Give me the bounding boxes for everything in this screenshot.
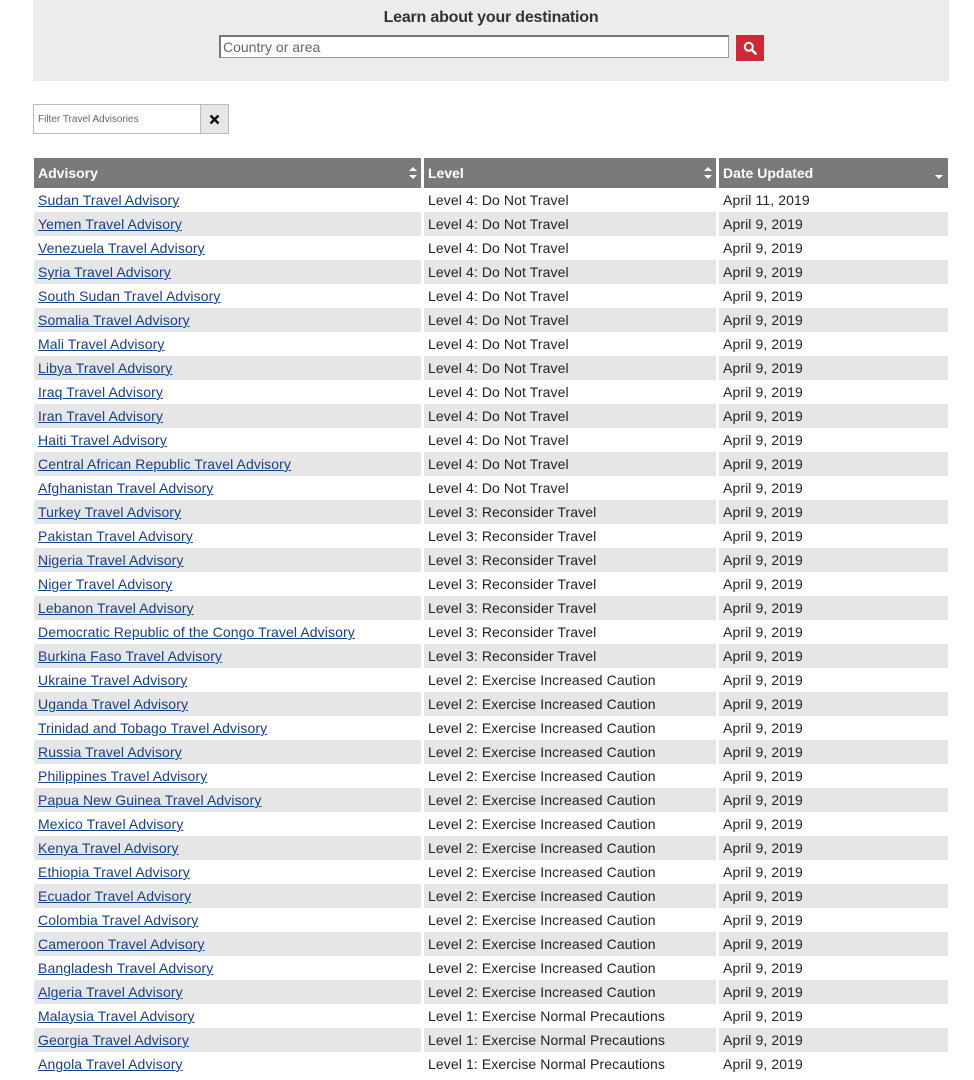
table-row: [34, 956, 948, 980]
level-cell: Level 2: Exercise Increased Caution: [424, 980, 719, 1004]
advisory-link[interactable]: Malaysia Travel Advisory: [38, 1008, 195, 1024]
table-row: [34, 332, 948, 356]
advisory-link[interactable]: Papua New Guinea Travel Advisory: [38, 792, 262, 808]
date-updated-cell: April 9, 2019: [719, 692, 948, 716]
advisory-link[interactable]: Trinidad and Tobago Travel Advisory: [38, 720, 268, 736]
advisory-link[interactable]: Haiti Travel Advisory: [38, 432, 167, 448]
level-cell: Level 1: Exercise Normal Precautions: [424, 1052, 719, 1076]
advisory-cell: [34, 524, 424, 548]
advisory-link[interactable]: Burkina Faso Travel Advisory: [38, 648, 223, 664]
date-updated-cell: April 9, 2019: [723, 288, 803, 304]
column-header-level[interactable]: [424, 158, 719, 188]
level-cell: Level 4: Do Not Travel: [424, 284, 719, 308]
table-row: [34, 308, 948, 332]
table-row: [34, 284, 948, 308]
date-updated-cell: April 9, 2019: [723, 384, 803, 400]
date-updated-cell: April 9, 2019: [723, 432, 803, 448]
date-updated-cell: April 9, 2019: [723, 1008, 803, 1024]
advisory-cell: [34, 932, 424, 956]
advisory-cell: [34, 836, 424, 860]
advisory-cell: [34, 548, 424, 572]
table-row: [34, 236, 948, 260]
column-header-date-updated[interactable]: [719, 158, 948, 188]
advisory-link[interactable]: Bangladesh Travel Advisory: [38, 960, 214, 976]
column-header-label: Date Updated: [723, 165, 814, 181]
column-header-label: Advisory: [38, 165, 98, 181]
advisory-link[interactable]: Nigeria Travel Advisory: [38, 552, 184, 568]
level-cell: Level 2: Exercise Increased Caution: [424, 932, 719, 956]
table-row: [34, 452, 948, 476]
clear-filter-button[interactable]: [200, 105, 228, 133]
advisory-cell: [34, 956, 424, 980]
advisory-link[interactable]: Somalia Travel Advisory: [38, 312, 190, 328]
level-cell: Level 3: Reconsider Travel: [424, 524, 719, 548]
table-row: [34, 380, 948, 404]
date-updated-cell: April 9, 2019: [719, 980, 948, 1004]
date-updated-cell: April 9, 2019: [723, 624, 803, 640]
date-updated-cell: April 9, 2019: [719, 500, 948, 524]
date-updated-cell: April 9, 2019: [719, 740, 948, 764]
level-cell: Level 4: Do Not Travel: [424, 260, 719, 284]
advisory-link[interactable]: Georgia Travel Advisory: [38, 1032, 189, 1048]
date-updated-cell: April 9, 2019: [719, 260, 948, 284]
advisory-link[interactable]: Cameroon Travel Advisory: [38, 936, 205, 952]
column-header-label: Level: [428, 165, 464, 181]
level-cell: Level 2: Exercise Increased Caution: [424, 764, 719, 788]
advisory-cell: [34, 860, 424, 884]
date-updated-cell: April 9, 2019: [723, 720, 803, 736]
advisories-table: [34, 158, 948, 1076]
advisory-link[interactable]: Democratic Republic of the Congo Travel Advisory: [38, 624, 355, 640]
date-updated-cell: April 9, 2019: [723, 576, 803, 592]
advisory-cell: [34, 572, 424, 596]
level-cell: Level 3: Reconsider Travel: [424, 548, 719, 572]
advisory-cell: [34, 212, 424, 236]
advisory-cell: [34, 500, 424, 524]
advisory-link[interactable]: Venezuela Travel Advisory: [38, 240, 205, 256]
advisory-cell: [34, 356, 424, 380]
advisory-cell: [34, 644, 424, 668]
date-updated-cell: April 9, 2019: [719, 884, 948, 908]
advisory-link[interactable]: Philippines Travel Advisory: [38, 768, 208, 784]
level-cell: Level 4: Do Not Travel: [424, 356, 719, 380]
level-cell: Level 4: Do Not Travel: [424, 476, 719, 500]
level-cell: Level 2: Exercise Increased Caution: [424, 692, 719, 716]
sort-icon: [408, 165, 418, 181]
date-updated-cell: April 9, 2019: [723, 1056, 803, 1072]
advisory-link[interactable]: Algeria Travel Advisory: [38, 984, 183, 1000]
level-cell: Level 2: Exercise Increased Caution: [424, 812, 719, 836]
advisory-link[interactable]: Syria Travel Advisory: [38, 264, 171, 280]
date-updated-cell: April 9, 2019: [719, 212, 948, 236]
filter-box: [33, 104, 229, 134]
advisory-cell: [34, 260, 424, 284]
advisory-link[interactable]: Pakistan Travel Advisory: [38, 528, 193, 544]
advisory-cell: [34, 692, 424, 716]
advisory-cell: [34, 428, 424, 452]
date-updated-cell: April 9, 2019: [719, 452, 948, 476]
level-cell: Level 3: Reconsider Travel: [424, 596, 719, 620]
advisory-link[interactable]: Yemen Travel Advisory: [38, 216, 182, 232]
level-cell: Level 2: Exercise Increased Caution: [424, 908, 719, 932]
destination-search-input[interactable]: [219, 35, 729, 58]
table-row: [34, 596, 948, 620]
advisory-link[interactable]: Turkey Travel Advisory: [38, 504, 182, 520]
level-cell: Level 4: Do Not Travel: [424, 212, 719, 236]
level-cell: Level 4: Do Not Travel: [424, 380, 719, 404]
level-cell: Level 2: Exercise Increased Caution: [424, 716, 719, 740]
date-updated-cell: April 9, 2019: [723, 240, 803, 256]
advisory-cell: [34, 596, 424, 620]
advisory-link[interactable]: Kenya Travel Advisory: [38, 840, 179, 856]
date-updated-cell: April 9, 2019: [723, 336, 803, 352]
level-cell: Level 3: Reconsider Travel: [424, 644, 719, 668]
advisory-link[interactable]: Ukraine Travel Advisory: [38, 672, 188, 688]
advisory-link[interactable]: Russia Travel Advisory: [38, 744, 182, 760]
advisory-cell: [34, 788, 424, 812]
advisory-link[interactable]: Sudan Travel Advisory: [38, 192, 180, 208]
date-updated-cell: April 9, 2019: [719, 836, 948, 860]
table-row: [34, 764, 948, 788]
date-updated-cell: April 9, 2019: [719, 356, 948, 380]
date-updated-cell: April 9, 2019: [723, 960, 803, 976]
advisory-cell: [34, 740, 424, 764]
sort-icon: [703, 165, 713, 181]
date-updated-cell: April 9, 2019: [719, 788, 948, 812]
table-row: [34, 524, 948, 548]
table-row: [34, 548, 948, 572]
advisory-cell: [34, 284, 424, 308]
table-row: [34, 716, 948, 740]
table-row: [34, 668, 948, 692]
date-updated-cell: April 11, 2019: [723, 192, 810, 208]
level-cell: Level 4: Do Not Travel: [424, 332, 719, 356]
level-cell: Level 2: Exercise Increased Caution: [424, 884, 719, 908]
advisory-link[interactable]: Angola Travel Advisory: [38, 1056, 183, 1072]
table-row: [34, 740, 948, 764]
advisory-link[interactable]: Mali Travel Advisory: [38, 336, 165, 352]
level-cell: Level 2: Exercise Increased Caution: [424, 740, 719, 764]
date-updated-cell: April 9, 2019: [719, 1028, 948, 1052]
table-row: [34, 404, 948, 428]
table-row: [34, 620, 948, 644]
level-cell: Level 4: Do Not Travel: [424, 308, 719, 332]
advisory-cell: [34, 884, 424, 908]
advisory-cell: [34, 308, 424, 332]
column-header-advisory[interactable]: [34, 158, 424, 188]
table-row: [34, 212, 948, 236]
advisory-cell: [34, 452, 424, 476]
advisory-link[interactable]: Libya Travel Advisory: [38, 360, 173, 376]
advisory-cell: [34, 404, 424, 428]
table-row: [34, 836, 948, 860]
advisory-cell: [34, 716, 424, 740]
level-cell: Level 2: Exercise Increased Caution: [424, 836, 719, 860]
table-row: [34, 356, 948, 380]
advisory-link[interactable]: Uganda Travel Advisory: [38, 696, 189, 712]
close-icon: [209, 114, 220, 125]
date-updated-cell: April 9, 2019: [719, 596, 948, 620]
filter-advisories-input[interactable]: [34, 105, 200, 133]
level-cell: Level 3: Reconsider Travel: [424, 572, 719, 596]
table-row: [34, 572, 948, 596]
destination-title: Learn about your destination: [383, 9, 599, 26]
table-row: [34, 1028, 948, 1052]
advisory-cell: [34, 812, 424, 836]
table-row: [34, 860, 948, 884]
level-cell: Level 4: Do Not Travel: [424, 188, 719, 212]
level-cell: Level 4: Do Not Travel: [424, 404, 719, 428]
search-icon: [743, 41, 757, 55]
date-updated-cell: April 9, 2019: [719, 404, 948, 428]
table-row: [34, 644, 948, 668]
advisory-link[interactable]: Iraq Travel Advisory: [38, 384, 163, 400]
date-updated-cell: April 9, 2019: [719, 548, 948, 572]
destination-search-button[interactable]: [736, 35, 764, 61]
table-row: [34, 812, 948, 836]
table-row: [34, 692, 948, 716]
advisory-cell: [34, 1052, 424, 1076]
advisory-cell: [34, 476, 424, 500]
table-row: [34, 1052, 948, 1076]
level-cell: Level 1: Exercise Normal Precautions: [424, 1004, 719, 1028]
date-updated-cell: April 9, 2019: [723, 672, 803, 688]
sort-descending-icon: [934, 174, 944, 180]
level-cell: Level 2: Exercise Increased Caution: [424, 788, 719, 812]
level-cell: Level 2: Exercise Increased Caution: [424, 860, 719, 884]
level-cell: Level 4: Do Not Travel: [424, 236, 719, 260]
level-cell: Level 1: Exercise Normal Precautions: [424, 1028, 719, 1052]
date-updated-cell: April 9, 2019: [723, 912, 803, 928]
advisory-link[interactable]: Mexico Travel Advisory: [38, 816, 184, 832]
advisory-cell: [34, 236, 424, 260]
date-updated-cell: April 9, 2019: [723, 768, 803, 784]
table-row: [34, 260, 948, 284]
date-updated-cell: April 9, 2019: [719, 932, 948, 956]
level-cell: Level 3: Reconsider Travel: [424, 500, 719, 524]
advisory-link[interactable]: Central African Republic Travel Advisory: [38, 456, 291, 472]
advisory-link[interactable]: Ethiopia Travel Advisory: [38, 864, 190, 880]
date-updated-cell: April 9, 2019: [723, 528, 803, 544]
advisory-link[interactable]: Afghanistan Travel Advisory: [38, 480, 214, 496]
level-cell: Level 2: Exercise Increased Caution: [424, 956, 719, 980]
date-updated-cell: April 9, 2019: [723, 480, 803, 496]
date-updated-cell: April 9, 2019: [723, 816, 803, 832]
date-updated-cell: April 9, 2019: [719, 644, 948, 668]
table-row: [34, 980, 948, 1004]
date-updated-cell: April 9, 2019: [719, 308, 948, 332]
table-row: [34, 932, 948, 956]
advisory-link[interactable]: Niger Travel Advisory: [38, 576, 173, 592]
destination-search-panel: [33, 0, 949, 81]
table-row: [34, 884, 948, 908]
advisory-link[interactable]: Ecuador Travel Advisory: [38, 888, 192, 904]
advisory-cell: [34, 620, 424, 644]
table-row: [34, 188, 948, 212]
level-cell: Level 2: Exercise Increased Caution: [424, 668, 719, 692]
advisory-cell: [34, 332, 424, 356]
table-header-row: [34, 158, 948, 188]
advisory-link[interactable]: Colombia Travel Advisory: [38, 912, 199, 928]
advisory-cell: [34, 980, 424, 1004]
level-cell: Level 4: Do Not Travel: [424, 452, 719, 476]
advisory-cell: [34, 1028, 424, 1052]
date-updated-cell: April 9, 2019: [723, 864, 803, 880]
advisory-cell: [34, 764, 424, 788]
advisory-cell: [34, 1004, 424, 1028]
table-row: [34, 476, 948, 500]
table-row: [34, 1004, 948, 1028]
advisory-link[interactable]: Lebanon Travel Advisory: [38, 600, 194, 616]
advisory-link[interactable]: South Sudan Travel Advisory: [38, 288, 221, 304]
level-cell: Level 4: Do Not Travel: [424, 428, 719, 452]
table-row: [34, 428, 948, 452]
advisory-cell: [34, 908, 424, 932]
advisory-cell: [34, 380, 424, 404]
level-cell: Level 3: Reconsider Travel: [424, 620, 719, 644]
advisory-link[interactable]: Iran Travel Advisory: [38, 408, 163, 424]
table-row: [34, 788, 948, 812]
advisory-cell: [34, 188, 424, 212]
advisory-cell: [34, 668, 424, 692]
table-row: [34, 500, 948, 524]
table-row: [34, 908, 948, 932]
